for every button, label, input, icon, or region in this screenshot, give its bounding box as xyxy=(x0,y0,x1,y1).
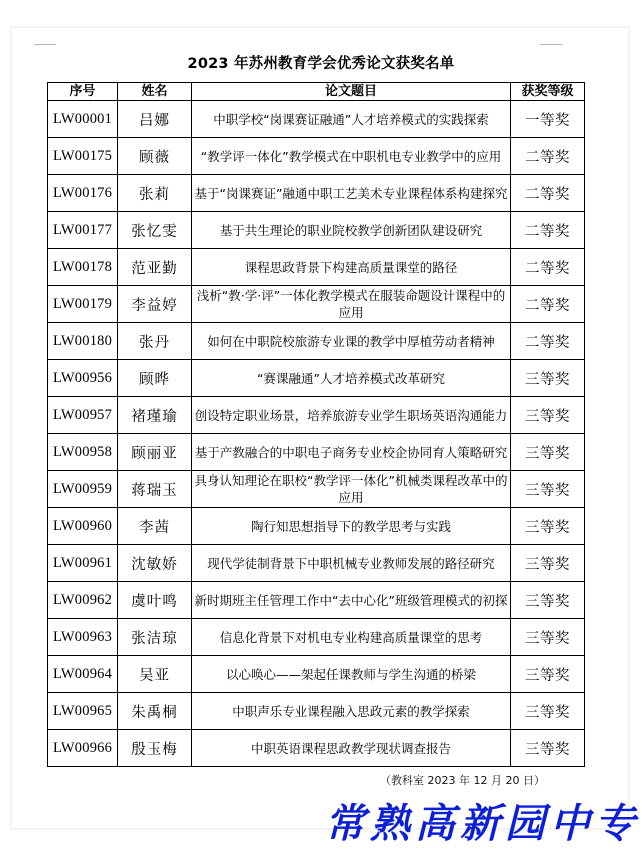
paper-topic-cell: 浅析“教·学·评”一体化教学模式在服装命题设计课程中的应用 xyxy=(192,286,511,323)
award-level-cell: 二等奖 xyxy=(511,286,585,323)
serial-number-cell: LW00962 xyxy=(48,582,118,619)
table-row xyxy=(48,545,585,582)
header-topic: 论文题目 xyxy=(192,83,511,101)
serial-number-cell: LW00965 xyxy=(48,693,118,730)
table-row xyxy=(48,693,585,730)
award-level-cell: 三等奖 xyxy=(511,619,585,656)
serial-number-cell: LW00176 xyxy=(48,175,118,212)
header-name: 姓名 xyxy=(118,83,192,101)
corner-mark-right xyxy=(540,44,562,45)
serial-number-cell: LW00179 xyxy=(48,286,118,323)
author-name-cell: 蒋瑞玉 xyxy=(118,471,192,508)
serial-number-cell: LW00963 xyxy=(48,619,118,656)
award-level-cell: 三等奖 xyxy=(511,508,585,545)
award-level-cell: 二等奖 xyxy=(511,212,585,249)
author-name-cell: 顾丽亚 xyxy=(118,434,192,471)
author-name-cell: 吴亚 xyxy=(118,656,192,693)
header-serial: 序号 xyxy=(48,83,118,101)
award-level-cell: 二等奖 xyxy=(511,249,585,286)
award-level-cell: 二等奖 xyxy=(511,323,585,360)
paper-topic-cell: 课程思政背景下构建高质量课堂的路径 xyxy=(192,249,511,286)
author-name-cell: 褚瑾瑜 xyxy=(118,397,192,434)
award-level-cell: 三等奖 xyxy=(511,434,585,471)
award-level-cell: 三等奖 xyxy=(511,360,585,397)
paper-topic-cell: “赛课融通”人才培养模式改革研究 xyxy=(192,360,511,397)
paper-topic-cell: “教学评一体化”教学模式在中职机电专业教学中的应用 xyxy=(192,138,511,175)
author-name-cell: 张忆雯 xyxy=(118,212,192,249)
paper-topic-cell: 如何在中职院校旅游专业课的教学中厚植劳动者精神 xyxy=(192,323,511,360)
author-name-cell: 范亚勤 xyxy=(118,249,192,286)
serial-number-cell: LW00964 xyxy=(48,656,118,693)
author-name-cell: 沈敏娇 xyxy=(118,545,192,582)
table-row xyxy=(48,138,585,175)
table-row xyxy=(48,360,585,397)
author-name-cell: 顾薇 xyxy=(118,138,192,175)
author-name-cell: 李茜 xyxy=(118,508,192,545)
author-name-cell: 殷玉梅 xyxy=(118,730,192,767)
header-level: 获奖等级 xyxy=(511,83,585,101)
serial-number-cell: LW00178 xyxy=(48,249,118,286)
table-row xyxy=(48,619,585,656)
paper-topic-cell: 新时期班主任管理工作中“去中心化”班级管理模式的初探 xyxy=(192,582,511,619)
award-level-cell: 三等奖 xyxy=(511,545,585,582)
award-level-cell: 三等奖 xyxy=(511,693,585,730)
serial-number-cell: LW00961 xyxy=(48,545,118,582)
paper-topic-cell: 中职英语课程思政教学现状调查报告 xyxy=(192,730,511,767)
award-level-cell: 三等奖 xyxy=(511,471,585,508)
table-row xyxy=(48,397,585,434)
award-level-cell: 三等奖 xyxy=(511,397,585,434)
author-name-cell: 虞叶鸣 xyxy=(118,582,192,619)
paper-topic-cell: 以心唤心——架起任课教师与学生沟通的桥梁 xyxy=(192,656,511,693)
author-name-cell: 张洁琼 xyxy=(118,619,192,656)
paper-topic-cell: 具身认知理论在职校“教学评一体化”机械类课程改革中的应用 xyxy=(192,471,511,508)
author-name-cell: 朱禹桐 xyxy=(118,693,192,730)
serial-number-cell: LW00956 xyxy=(48,360,118,397)
paper-topic-cell: 基于共生理论的职业院校教学创新团队建设研究 xyxy=(192,212,511,249)
author-name-cell: 吕娜 xyxy=(118,101,192,138)
paper-topic-cell: 创设特定职业场景，培养旅游专业学生职场英语沟通能力 xyxy=(192,397,511,434)
table-row xyxy=(48,656,585,693)
table-header-row xyxy=(48,83,585,101)
serial-number-cell: LW00966 xyxy=(48,730,118,767)
serial-number-cell: LW00959 xyxy=(48,471,118,508)
table-row xyxy=(48,175,585,212)
document-title: 2023 年苏州教育学会优秀论文获奖名单 xyxy=(187,56,455,72)
serial-number-cell: LW00180 xyxy=(48,323,118,360)
author-name-cell: 张莉 xyxy=(118,175,192,212)
table-row xyxy=(48,434,585,471)
serial-number-cell: LW00177 xyxy=(48,212,118,249)
table-row xyxy=(48,508,585,545)
table-row xyxy=(48,582,585,619)
paper-topic-cell: 基于产教融合的中职电子商务专业校企协同育人策略研究 xyxy=(192,434,511,471)
school-watermark: 常熟高新园中专 xyxy=(325,800,640,847)
paper-topic-cell: 中职声乐专业课程融入思政元素的教学探索 xyxy=(192,693,511,730)
table-row xyxy=(48,212,585,249)
award-level-cell: 三等奖 xyxy=(511,656,585,693)
award-level-cell: 二等奖 xyxy=(511,138,585,175)
awards-table xyxy=(47,82,585,767)
author-name-cell: 张丹 xyxy=(118,323,192,360)
table-row xyxy=(48,286,585,323)
paper-topic-cell: 陶行知思想指导下的教学思考与实践 xyxy=(192,508,511,545)
table-row xyxy=(48,101,585,138)
paper-topic-cell: 基于“岗课赛证”融通中职工艺美术专业课程体系构建探究 xyxy=(192,175,511,212)
award-level-cell: 三等奖 xyxy=(511,582,585,619)
serial-number-cell: LW00001 xyxy=(48,101,118,138)
serial-number-cell: LW00958 xyxy=(48,434,118,471)
paper-topic-cell: 现代学徒制背景下中职机械专业教师发展的路径研究 xyxy=(192,545,511,582)
paper-topic-cell: 中职学校“岗课赛证融通”人才培养模式的实践探索 xyxy=(192,101,511,138)
serial-number-cell: LW00175 xyxy=(48,138,118,175)
serial-number-cell: LW00957 xyxy=(48,397,118,434)
award-level-cell: 三等奖 xyxy=(511,730,585,767)
author-name-cell: 顾晔 xyxy=(118,360,192,397)
table-row xyxy=(48,730,585,767)
serial-number-cell: LW00960 xyxy=(48,508,118,545)
paper-topic-cell: 信息化背景下对机电专业构建高质量课堂的思考 xyxy=(192,619,511,656)
table-row xyxy=(48,471,585,508)
author-name-cell: 李益婷 xyxy=(118,286,192,323)
table-row xyxy=(48,323,585,360)
table-row xyxy=(48,249,585,286)
award-level-cell: 一等奖 xyxy=(511,101,585,138)
award-level-cell: 二等奖 xyxy=(511,175,585,212)
corner-mark-left xyxy=(34,44,56,45)
footer-date: （教科室 2023 年 12 月 20 日） xyxy=(380,774,545,787)
